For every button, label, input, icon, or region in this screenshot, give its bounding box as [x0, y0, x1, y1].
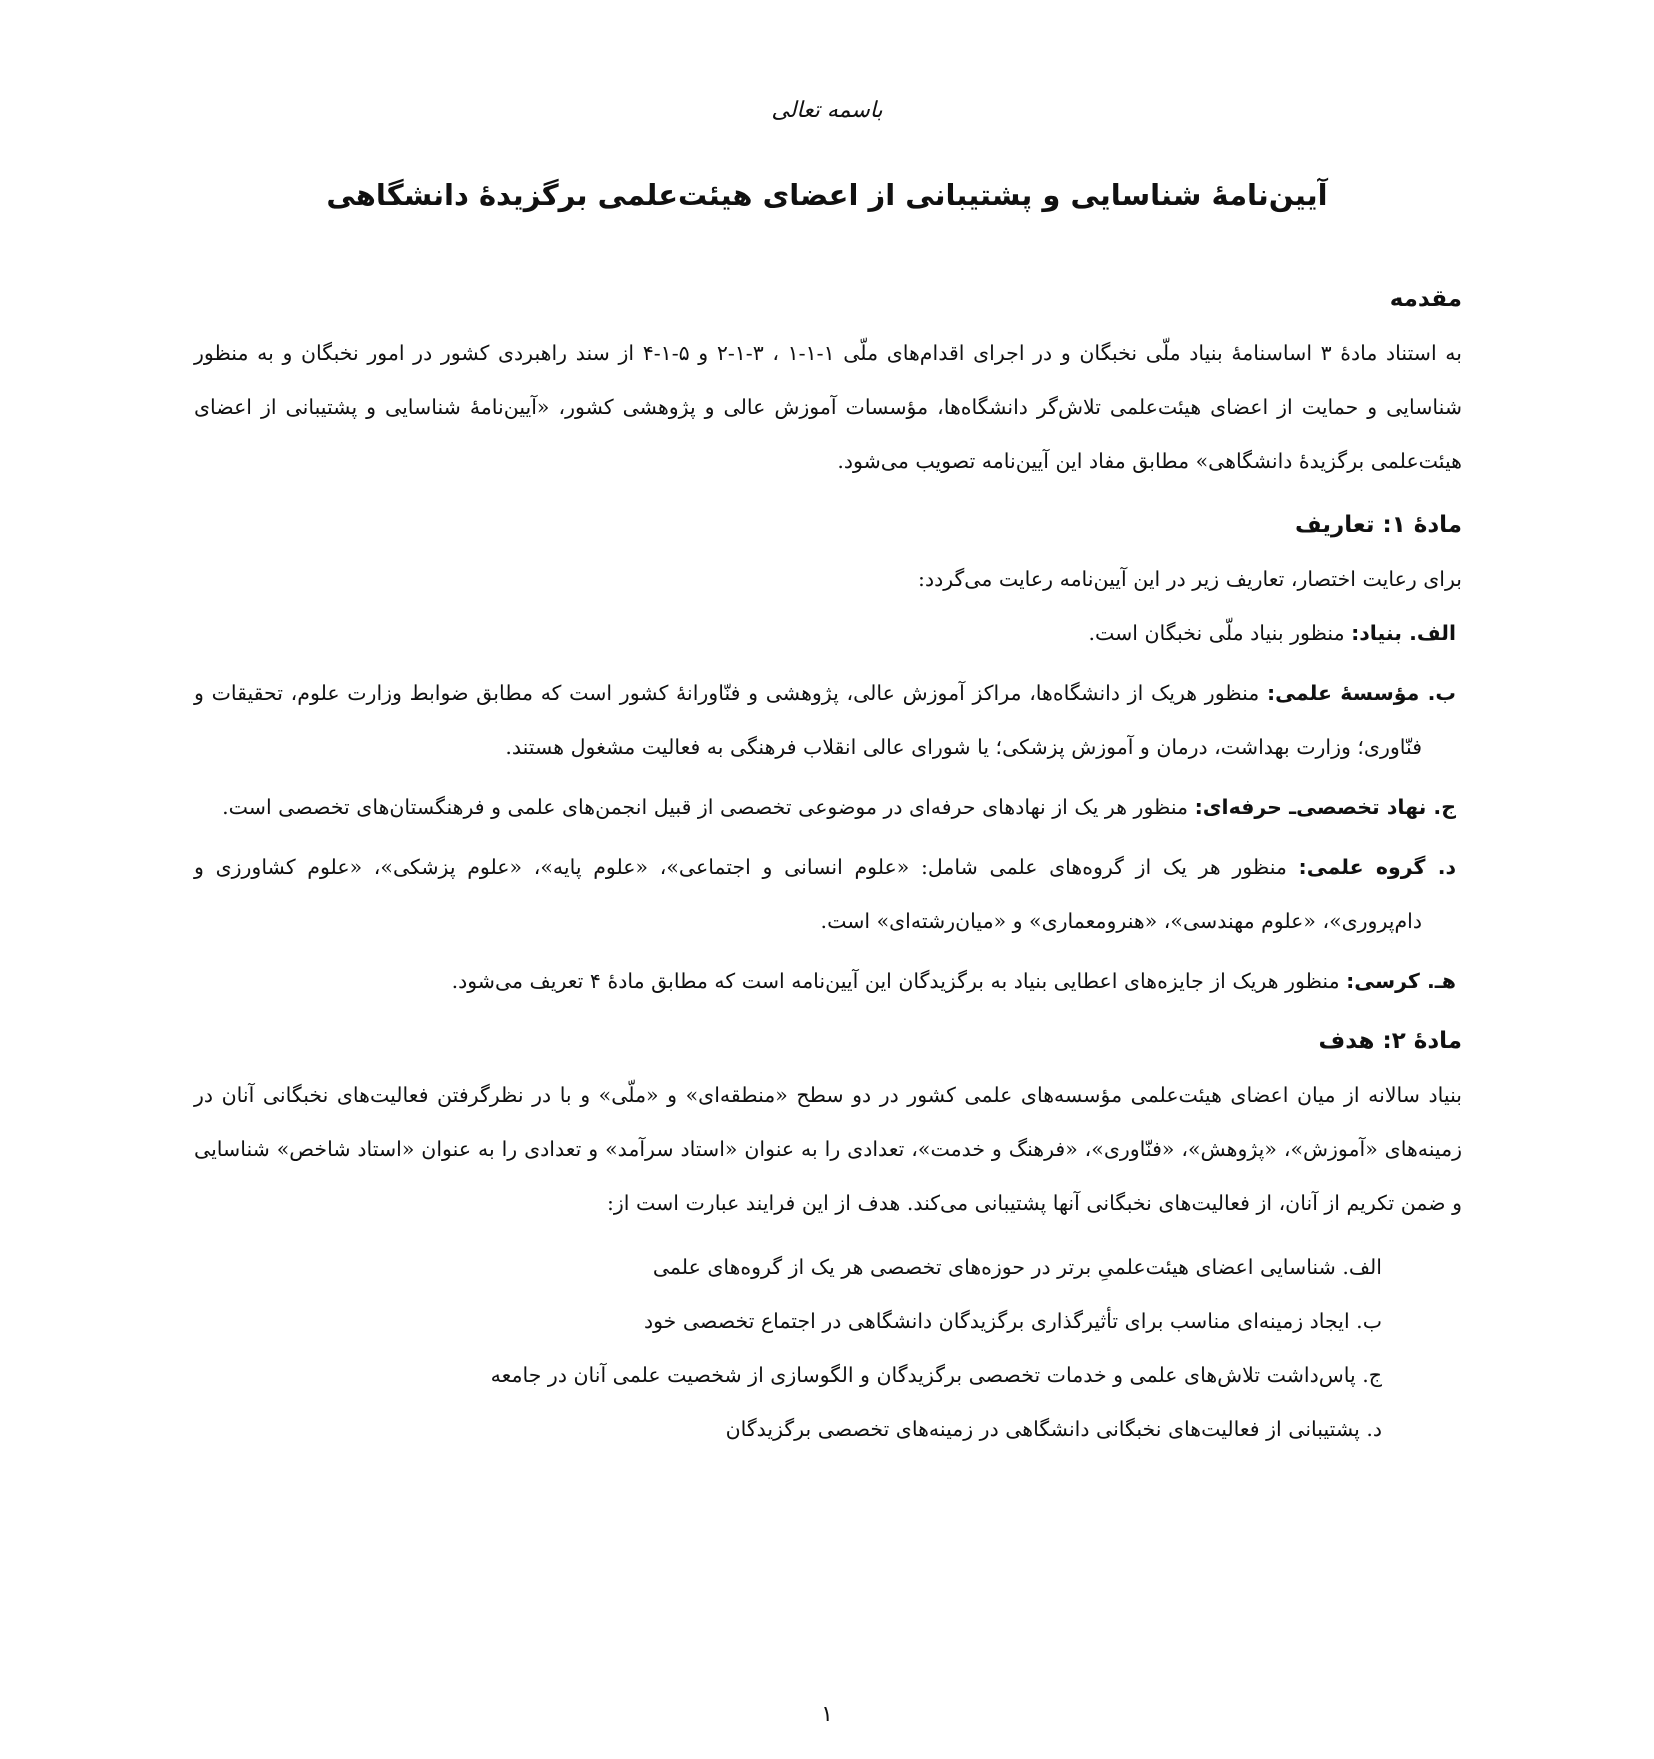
definition-item [194, 840, 1462, 948]
article-1-heading: مادهٔ ۱: تعاریف [1294, 512, 1462, 538]
page-number: ۱ [821, 1702, 833, 1727]
article-1-lead: برای رعایت اختصار، تعاریف زیر در این آیین‌نامه رعایت می‌گردد: [918, 567, 1462, 591]
definition-item [194, 666, 1462, 774]
goal-item: الف. شناسایی اعضای هیئت‌علمیِ برتر در حوزه‌های تخصصی هر یک از گروه‌های علمی [652, 1255, 1382, 1279]
goal-item: ج. پاس‌داشت تلاش‌های علمی و خدمات تخصصی برگزیدگان و الگوسازی از شخصیت علمی آنان در جامعه [490, 1363, 1382, 1387]
document-body [194, 272, 1462, 1456]
definitions-list [194, 606, 1462, 1008]
definition-term: هـ. کرسی: [1346, 969, 1456, 993]
definition-term: ب. مؤسسهٔ علمی: [1266, 681, 1456, 705]
document-title: آیین‌نامهٔ شناسایی و پشتیبانی از اعضای هیئت‌علمی برگزیدهٔ دانشگاهی [326, 178, 1328, 212]
goal-item: د. پشتیبانی از فعالیت‌های نخبگانی دانشگاهی در زمینه‌های تخصصی برگزیدگان [725, 1417, 1382, 1441]
definition-text: منظور هر یک از گروه‌های علمی شامل: «علوم انسانی و اجتماعی»، «علوم پایه»، «علوم پزشکی»، «علوم کشاورزی و دام‌پروری»، «علوم مهندسی»، «هنرومعماری» و «میان‌رشته‌ای» است. [194, 855, 1422, 933]
invocation: باسمه تعالی [771, 98, 883, 123]
definition-item [194, 606, 1462, 660]
article-2-paragraph: بنیاد سالانه از میان اعضای هیئت‌علمی مؤسسه‌های علمی کشور در دو سطح «منطقه‌ای» و «ملّی» و با در نظرگرفتن فعالیت‌های نخبگانی آنان در زمینه‌های «آموزش»، «پژوهش»، «فنّاوری»، «فرهنگ و خدمت»، تعدادی را به عنوان «استاد سرآمد» و تعدادی را به عنوان «استاد شاخص» شناسایی و ضمن تکریم از آنان، از فعالیت‌های نخبگانی آنها پشتیبانی می‌کند. هدف از این فرایند عبارت است از: [194, 1083, 1462, 1215]
definition-item [194, 780, 1462, 834]
intro-heading: مقدمه [1389, 286, 1462, 312]
article-2-heading: مادهٔ ۲: هدف [1318, 1028, 1462, 1054]
goals-list [194, 1240, 1462, 1456]
goal-item: ب. ایجاد زمینه‌ای مناسب برای تأثیرگذاری برگزیدگان دانشگاهی در اجتماع تخصصی خود [643, 1309, 1382, 1333]
definition-term: د. گروه علمی: [1298, 855, 1457, 879]
definition-text: منظور هریک از دانشگاه‌ها، مراکز آموزش عالی، پژوهشی و فنّاورانهٔ کشور است که مطابق ضوابط وزارت علوم، تحقیقات و فنّاوری؛ وزارت بهداشت، درمان و آموزش پزشکی؛ یا شورای عالی انقلاب فرهنگی به فعالیت مشغول هستند. [194, 681, 1422, 759]
definition-text: منظور بنیاد ملّی نخبگان است. [1088, 621, 1352, 645]
intro-paragraph: به استناد مادهٔ ۳ اساسنامهٔ بنیاد ملّی نخبگان و در اجرای اقدام‌های ملّی ۱-۱-۱ ، ۳-۱-۲ و ۵-۱-۴ از سند راهبردی کشور در امور نخبگان و به منظور شناسایی و حمایت از اعضای هیئت‌علمی تلاش‌گر دانشگاه‌ها، مؤسسات آموزش عالی و پژوهشی کشور، «آیین‌نامهٔ شناسایی و پشتیبانی از اعضای هیئت‌علمی برگزیدهٔ دانشگاهی» مطابق مفاد این آیین‌نامه تصویب می‌شود. [194, 341, 1462, 473]
definition-item [194, 954, 1462, 1008]
definition-text: منظور هر یک از نهادهای حرفه‌ای در موضوعی تخصصی از قبیل انجمن‌های علمی و فرهنگستان‌های تخصصی است. [222, 795, 1195, 819]
definition-term: ج. نهاد تخصصی‌ـ حرفه‌ای: [1194, 795, 1456, 819]
definition-term: الف. بنیاد: [1351, 621, 1456, 645]
definition-text: منظور هریک از جایزه‌های اعطایی بنیاد به برگزیدگان این آیین‌نامه است که مطابق مادهٔ ۴ تعریف می‌شود. [451, 969, 1347, 993]
